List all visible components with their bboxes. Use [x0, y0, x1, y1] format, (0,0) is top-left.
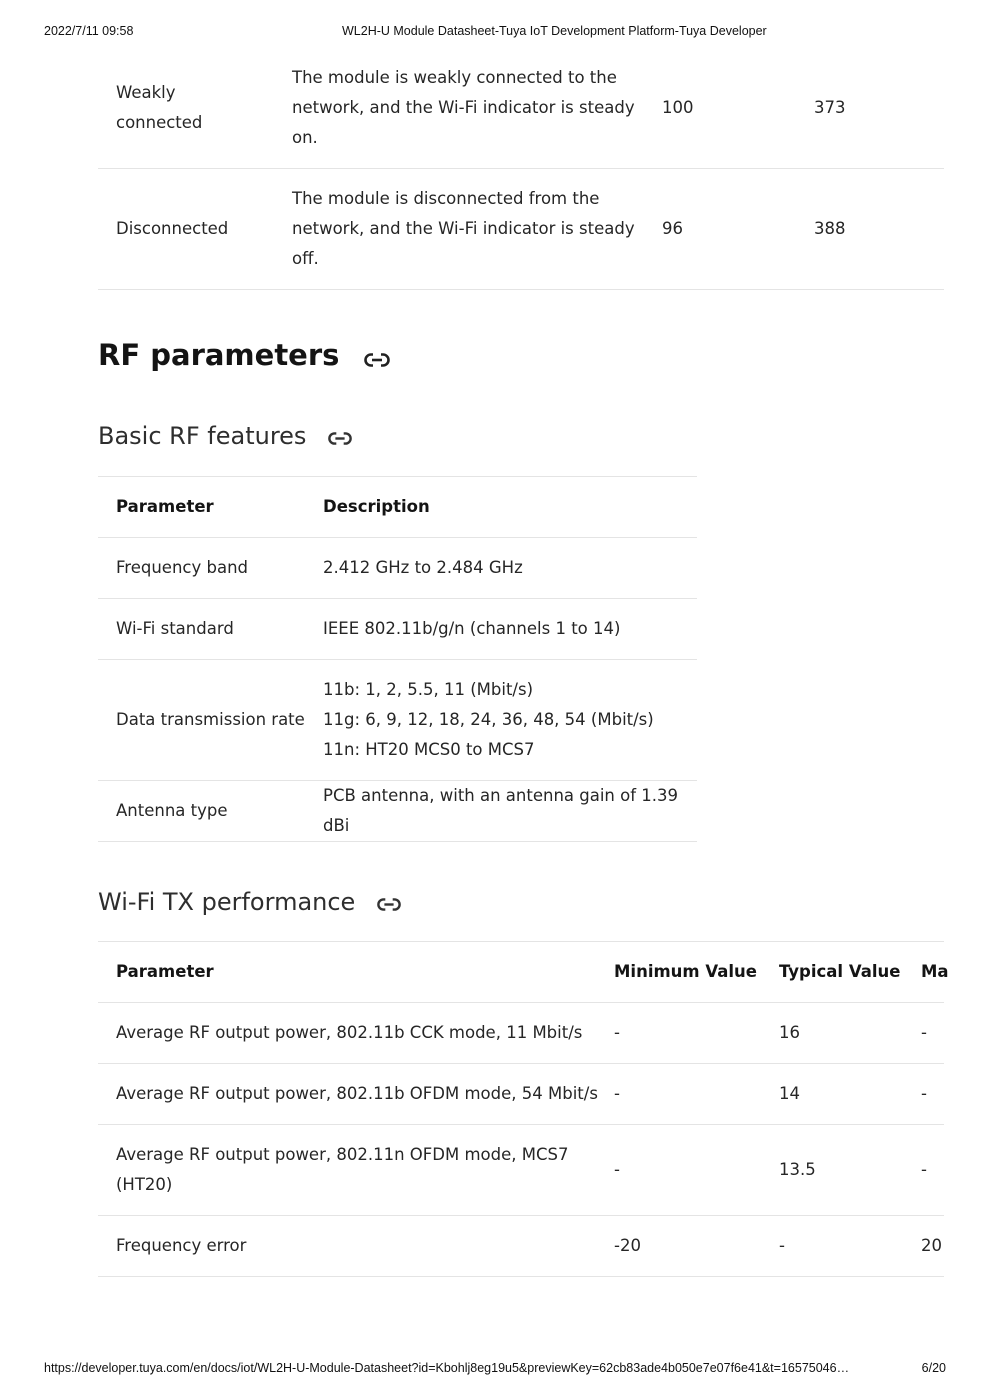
max-cell: 20	[921, 1236, 942, 1255]
typ-cell: 16	[779, 1023, 800, 1042]
parameter-cell: Average RF output power, 802.11n OFDM mode, MCS7 (HT20)	[116, 1145, 569, 1194]
table-row	[98, 1064, 944, 1125]
table-header-row	[98, 942, 944, 1003]
column-header: Typical Value	[779, 962, 901, 981]
min-cell: -	[614, 1084, 620, 1103]
value-b-cell: 388	[814, 219, 846, 238]
table-row	[98, 48, 944, 169]
parameter-cell: Average RF output power, 802.11b OFDM mode, 54 Mbit/s	[116, 1084, 598, 1103]
min-cell: -20	[614, 1236, 641, 1255]
parameter-cell: Antenna type	[116, 801, 228, 820]
description-cell: The module is weakly connected to the network, and the Wi-Fi indicator is steady on.	[292, 68, 635, 147]
table-row	[98, 660, 697, 781]
max-cell: -	[921, 1023, 927, 1042]
document-content	[98, 48, 949, 1255]
max-cell: -	[921, 1084, 927, 1103]
typ-cell: 13.5	[779, 1160, 816, 1179]
parameter-cell: Frequency error	[116, 1236, 247, 1255]
table-row	[98, 1125, 944, 1216]
column-header: Minimum Value	[614, 962, 757, 981]
link-icon[interactable]	[328, 421, 352, 453]
value-a-cell: 100	[662, 98, 694, 117]
column-header: Parameter	[116, 497, 214, 516]
mode-cell: Disconnected	[116, 219, 229, 238]
table-header-row	[98, 477, 697, 538]
parameter-cell: Frequency band	[116, 558, 248, 577]
description-cell: 2.412 GHz to 2.484 GHz	[323, 558, 523, 577]
column-header: Description	[323, 497, 430, 516]
link-icon[interactable]	[377, 887, 401, 919]
print-footer	[44, 1361, 946, 1377]
table-row	[98, 781, 697, 842]
rf-parameters-heading: RF parameters	[98, 337, 390, 375]
table-row	[98, 1216, 944, 1277]
table-row	[98, 169, 944, 290]
parameter-cell: Average RF output power, 802.11b CCK mode, 11 Mbit/s	[116, 1023, 583, 1042]
wifi-tx-performance-table	[98, 941, 949, 1277]
parameter-cell: Wi-Fi standard	[116, 619, 234, 638]
typ-cell: 14	[779, 1084, 800, 1103]
min-cell: -	[614, 1023, 620, 1042]
basic-rf-features-table	[98, 476, 697, 842]
parameter-cell: Data transmission rate	[116, 710, 305, 729]
description-cell: PCB antenna, with an antenna gain of 1.39 dBi	[323, 786, 679, 835]
table-row	[98, 538, 697, 599]
page-number: 6/20	[921, 1361, 946, 1375]
print-header	[44, 24, 946, 40]
print-date: 2022/7/11 09:58	[44, 24, 134, 38]
print-url: https://developer.tuya.com/en/docs/iot/WL2H-U-Module-Datasheet?id=Kbohlj8eg19u5&previewKey=62cb83ade4b050e7e07f6e41&t=16575046…	[44, 1361, 850, 1375]
wifi-tx-performance-heading: Wi-Fi TX performance	[98, 886, 401, 919]
mode-cell: Weakly connected	[116, 83, 203, 132]
value-a-cell: 96	[662, 219, 683, 238]
basic-rf-features-heading: Basic RF features	[98, 420, 352, 453]
column-header: Ma	[921, 962, 949, 981]
print-doc-title: WL2H-U Module Datasheet-Tuya IoT Development Platform-Tuya Developer	[342, 24, 767, 38]
value-b-cell: 373	[814, 98, 846, 117]
power-consumption-table-continued	[98, 48, 944, 290]
column-header: Parameter	[116, 962, 214, 981]
min-cell: -	[614, 1160, 620, 1179]
description-cell: 11b: 1, 2, 5.5, 11 (Mbit/s) 11g: 6, 9, 12, 18, 24, 36, 48, 54 (Mbit/s) 11n: HT20 MCS0 to MCS7	[323, 680, 654, 759]
description-cell: IEEE 802.11b/g/n (channels 1 to 14)	[323, 619, 621, 638]
link-icon[interactable]	[364, 339, 390, 375]
max-cell: -	[921, 1160, 927, 1179]
description-cell: The module is disconnected from the network, and the Wi-Fi indicator is steady off.	[292, 189, 635, 268]
table-row	[98, 1003, 944, 1064]
table-row	[98, 599, 697, 660]
typ-cell: -	[779, 1236, 785, 1255]
